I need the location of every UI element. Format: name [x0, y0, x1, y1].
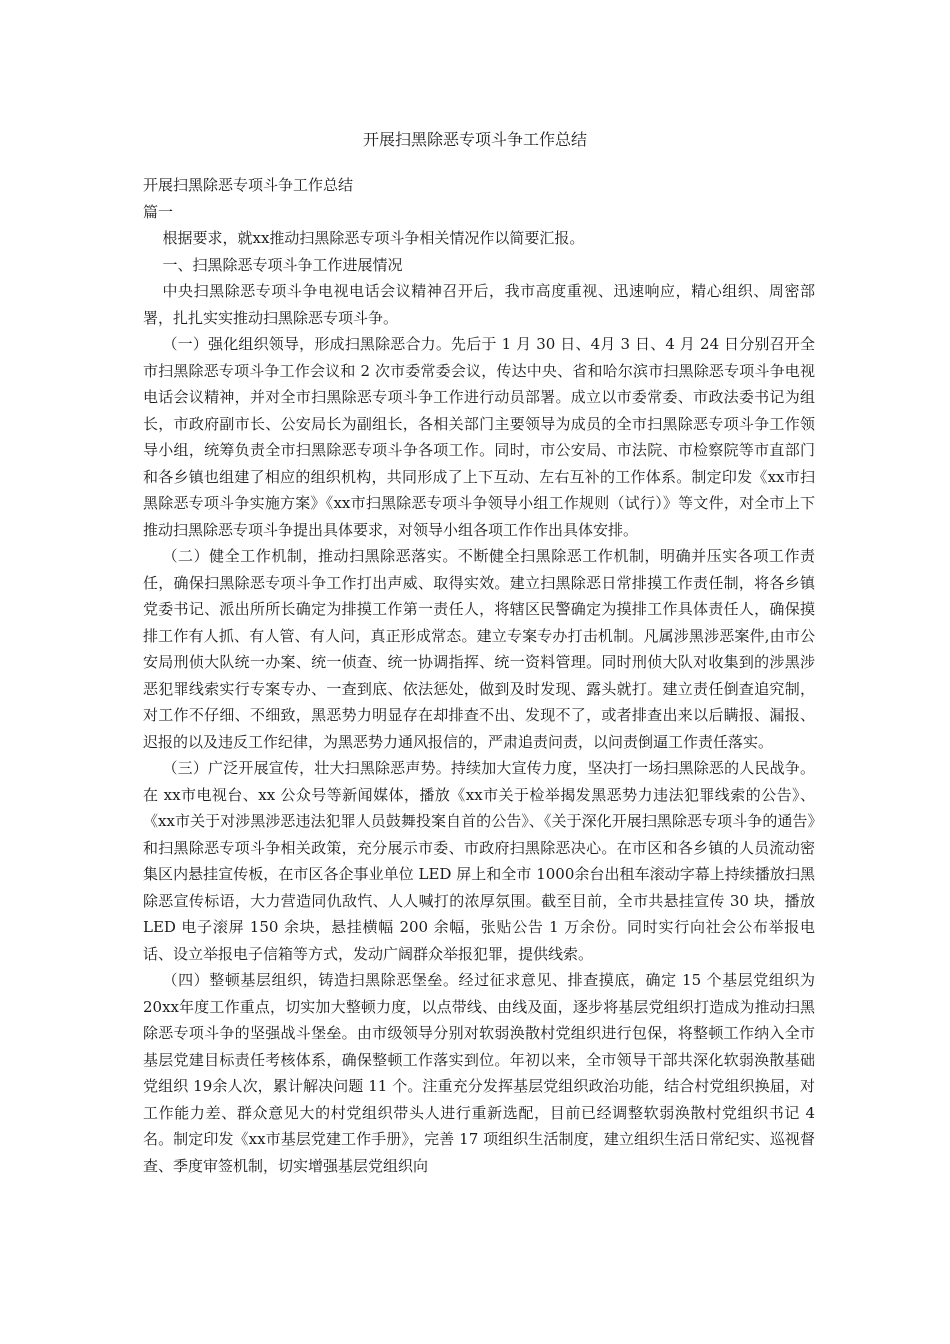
- paragraph-publicity: （三）广泛开展宣传，壮大扫黑除恶声势。持续加大宣传力度，坚决打一场扫黑除恶的人民战争。在 xx市电视台、xx 公众号等新闻媒体，播放《xx市关于检举揭发黑恶势力违法犯罪线索的公告》、《xx市关于对涉黑涉恶违法犯罪人员鼓舞投案自首的公告》、《关于深化开展扫黑除恶专项斗争的通告》和扫黑除恶专项斗争相关政策，充分展示市委、市政府扫黑除恶决心。在市区和各乡镇的人员流动密集区内悬挂宣传板，在市区各企事业单位 LED 屏上和全市 1000余台出租车滚动字幕上持续播放扫黑除恶宣传标语，大力营造同仇敌忾、人人喊打的浓厚氛围。截至目前，全市共悬挂宣传 30 块，播放 LED 电子滚屏 150 余块，悬挂横幅 200 余幅，张贴公告 1 万余份。同时实行向社会公布举报电话、设立举报电子信箱等方式，发动广阔群众举报犯罪，提供线索。: [143, 759, 815, 963]
- intro-paragraph: 根据要求，就xx推动扫黑除恶专项斗争相关情况作以简要汇报。: [162, 229, 585, 247]
- document-heading: 开展扫黑除恶专项斗争工作总结: [143, 176, 354, 194]
- paragraph-leadership: （一）强化组织领导，形成扫黑除恶合力。先后于 1 月 30 日、4月 3 日、4 月 24 日分别召开全市扫黑除恶专项斗争工作会议和 2 次市委常委会议，传达中央、省和哈尔滨市扫黑除恶专项斗争电视电话会议精神，并对全市扫黑除恶专项斗争工作进行动员部署。成立以市委常委、市政法委书记为组长，市政府副市长、公安局长为副组长，各相关部门主要领导为成员的全市扫黑除恶专项斗争工作领导小组，统筹负责全市扫黑除恶专项斗争各项工作。同时，市公安局、市法院、市检察院等市直部门和各乡镇也组建了相应的组织机构，共同形成了上下互动、左右互补的工作体系。制定印发《xx市扫黑除恶专项斗争实施方案》《xx市扫黑除恶专项斗争领导小组工作规则（试行）》等文件，对全市上下推动扫黑除恶专项斗争提出具体要求，对领导小组各项工作作出具体安排。: [143, 335, 815, 539]
- document-title: 开展扫黑除恶专项斗争工作总结: [362, 130, 587, 149]
- paragraph-grassroots: （四）整顿基层组织，铸造扫黑除恶堡垒。经过征求意见、排查摸底，确定 15 个基层党组织为 20xx年度工作重点，切实加大整顿力度，以点带线、由线及面，逐步将基层党组织打造成为推动扫黑除恶专项斗争的坚强战斗堡垒。由市级领导分别对软弱涣散村党组织进行包保，将整顿工作纳入全市基层党建目标责任考核体系，确保整顿工作落实到位。年初以来，全市领导干部共深化软弱涣散基础党组织 19余人次，累计解决问题 11 个。注重充分发挥基层党组织政治功能，结合村党组织换届，对工作能力差、群众意见大的村党组织带头人进行重新选配，目前已经调整软弱涣散村党组织书记 4 名。制定印发《xx市基层党建工作手册》，完善 17 项组织生活制度，建立组织生活日常纪实、巡视督查、季度审签机制，切实增强基层党组织向: [143, 971, 815, 1175]
- document-body: [143, 172, 815, 1179]
- section-heading: 一、扫黑除恶专项斗争工作进展情况: [162, 255, 403, 274]
- paragraph-overview: 中央扫黑除恶专项斗争电视电话会议精神召开后，我市高度重视、迅速响应，精心组织、周密部署，扎扎实实推动扫黑除恶专项斗争。: [143, 282, 815, 327]
- part-label: 篇一: [143, 202, 174, 221]
- paragraph-mechanism: （二）健全工作机制，推动扫黑除恶落实。不断健全扫黑除恶工作机制，明确并压实各项工作责任，确保扫黑除恶专项斗争工作打出声威、取得实效。建立扫黑除恶日常排摸工作责任制，将各乡镇党委书记、派出所所长确定为排摸工作第一责任人，将辖区民警确定为摸排工作具体责任人，确保摸排工作有人抓、有人管、有人问，真正形成常态。建立专案专办打击机制。凡属涉黑涉恶案件,由市公安局刑侦大队统一办案、统一侦查、统一协调指挥、统一资料管理。同时刑侦大队对收集到的涉黑涉恶犯罪线索实行专案专办、一查到底、依法惩处，做到及时发现、露头就打。建立责任倒查追究制，对工作不仔细、不细致，黑恶势力明显存在却排查不出、发现不了，或者排查出来以后瞒报、漏报、迟报的以及违反工作纪律，为黑恶势力通风报信的，严肃追责问责，以问责倒逼工作责任落实。: [143, 547, 815, 751]
